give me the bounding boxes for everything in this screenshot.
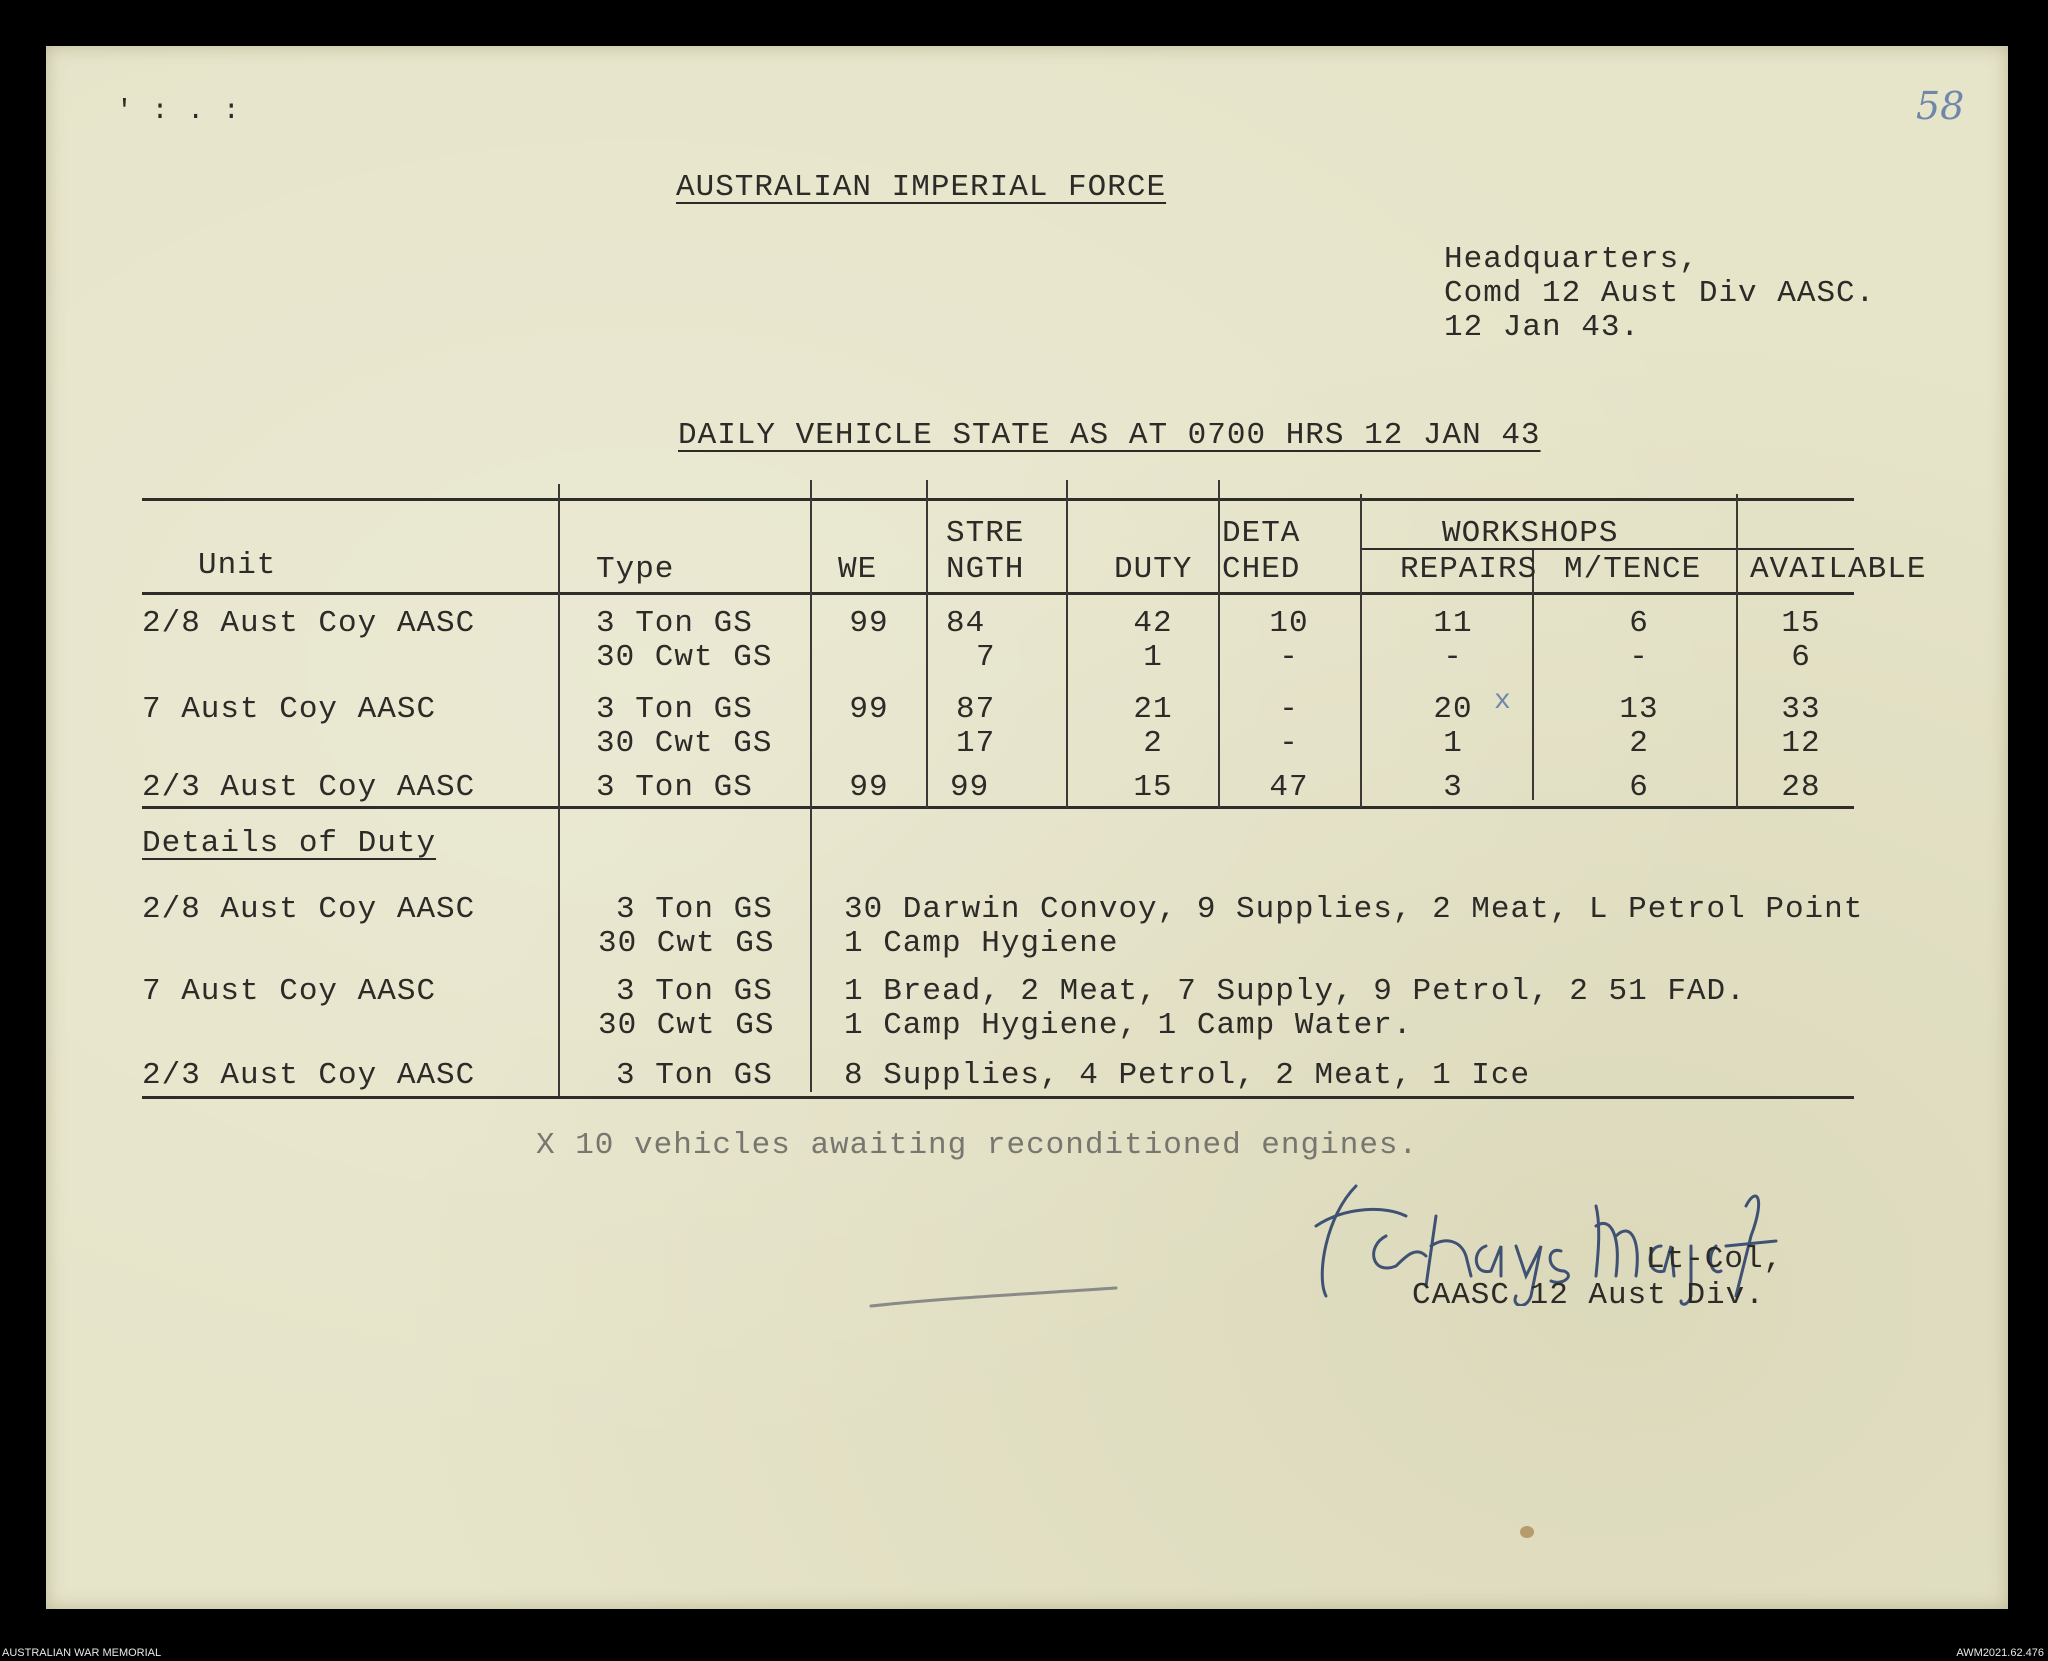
header-available: AVAILABLE: [1750, 552, 1927, 587]
row-repairs: 1: [1443, 726, 1463, 761]
row-available: 28: [1781, 770, 1821, 805]
address-line-3: 12 Jan 43.: [1444, 310, 1641, 345]
row-unit: 7 Aust Coy AASC: [142, 692, 437, 727]
row-duty: 2: [1143, 726, 1163, 761]
document-page: [46, 46, 2008, 1609]
header-we: WE: [838, 552, 878, 587]
row-detached: -: [1279, 692, 1299, 727]
col-divider-mtence: [1736, 494, 1738, 808]
row-we: 99: [849, 770, 889, 805]
footnote: X 10 vehicles awaiting reconditioned engines.: [536, 1128, 1419, 1163]
row-detached: -: [1279, 640, 1299, 675]
address-line-2: Comd 12 Aust Div AASC.: [1444, 276, 1876, 311]
row-unit: 2/3 Aust Coy AASC: [142, 770, 476, 805]
detail-text: 1 Camp Hygiene: [844, 926, 1119, 961]
row-repairs: 20: [1433, 692, 1473, 727]
row-type: 3 Ton GS: [596, 692, 753, 727]
detail-unit: 7 Aust Coy AASC: [142, 974, 437, 1009]
row-strength: 84: [946, 606, 986, 641]
col-divider-type: [810, 480, 812, 1092]
stain-mark: [1520, 1526, 1534, 1538]
row-duty: 21: [1133, 692, 1173, 727]
row-detached: 47: [1269, 770, 1309, 805]
header-strength-1: STRE: [946, 516, 1025, 551]
detail-type: 30 Cwt GS: [598, 926, 775, 961]
col-divider-detached: [1360, 494, 1362, 808]
header-repairs: REPAIRS: [1400, 552, 1538, 587]
header-unit: Unit: [198, 548, 277, 583]
header-detached-1: DETA: [1222, 516, 1301, 551]
table-bottom-rule: [142, 1096, 1854, 1099]
table-top-rule: [142, 498, 1854, 501]
detail-type: 30 Cwt GS: [598, 1008, 775, 1043]
row-mtence: 13: [1619, 692, 1659, 727]
detail-text: 30 Darwin Convoy, 9 Supplies, 2 Meat, L Petrol Point: [844, 892, 1864, 927]
col-divider-we: [926, 480, 928, 808]
document-heading: AUSTRALIAN IMPERIAL FORCE: [676, 170, 1167, 205]
row-available: 33: [1781, 692, 1821, 727]
row-strength: 17: [956, 726, 996, 761]
details-top-rule: [142, 806, 1854, 809]
row-mtence: 2: [1629, 726, 1649, 761]
row-type: 30 Cwt GS: [596, 640, 773, 675]
row-strength: 87: [956, 692, 996, 727]
row-repairs: 11: [1433, 606, 1473, 641]
col-divider-strength: [1066, 480, 1068, 808]
header-strength-2: NGTH: [946, 552, 1025, 587]
row-we: 99: [849, 692, 889, 727]
col-divider-repairs: [1532, 550, 1534, 800]
row-duty: 15: [1133, 770, 1173, 805]
detail-type: 3 Ton GS: [616, 1058, 773, 1093]
header-duty: DUTY: [1114, 552, 1193, 587]
row-duty: 1: [1143, 640, 1163, 675]
col-divider-unit: [558, 484, 560, 1096]
archive-reference: AWM2021.62.476: [1956, 1647, 2044, 1659]
row-type: 3 Ton GS: [596, 770, 753, 805]
folio-number: 58: [1916, 84, 1965, 128]
row-type: 3 Ton GS: [596, 606, 753, 641]
row-repairs: -: [1443, 640, 1463, 675]
col-divider-duty: [1218, 480, 1220, 808]
header-bottom-rule: [142, 592, 1854, 595]
row-strength: 7: [976, 640, 996, 675]
row-mtence: 6: [1629, 770, 1649, 805]
row-strength: 99: [950, 770, 990, 805]
detail-text: 8 Supplies, 4 Petrol, 2 Meat, 1 Ice: [844, 1058, 1531, 1093]
detail-type: 3 Ton GS: [616, 892, 773, 927]
row-detached: 10: [1269, 606, 1309, 641]
signatory-title: CAASC 12 Aust Div.: [1412, 1278, 1765, 1313]
repairs-pencil-mark: x: [1494, 686, 1512, 717]
row-mtence: 6: [1629, 606, 1649, 641]
detail-unit: 2/8 Aust Coy AASC: [142, 892, 476, 927]
row-we: 99: [849, 606, 889, 641]
detail-unit: 2/3 Aust Coy AASC: [142, 1058, 476, 1093]
signatory-rank: Lt-Col,: [1646, 1242, 1784, 1277]
details-heading: Details of Duty: [142, 826, 437, 861]
archive-credit: AUSTRALIAN WAR MEMORIAL: [2, 1647, 162, 1659]
corner-mark: ' : . :: [116, 96, 241, 127]
detail-text: 1 Bread, 2 Meat, 7 Supply, 9 Petrol, 2 51 FAD.: [844, 974, 1746, 1009]
row-type: 30 Cwt GS: [596, 726, 773, 761]
row-repairs: 3: [1443, 770, 1463, 805]
detail-type: 3 Ton GS: [616, 974, 773, 1009]
row-available: 12: [1781, 726, 1821, 761]
row-available: 15: [1781, 606, 1821, 641]
row-unit: 2/8 Aust Coy AASC: [142, 606, 476, 641]
table-title: DAILY VEHICLE STATE AS AT 0700 HRS 12 JAN 43: [678, 418, 1541, 453]
row-available: 6: [1791, 640, 1811, 675]
address-line-1: Headquarters,: [1444, 242, 1699, 277]
header-workshops: WORKSHOPS: [1442, 516, 1619, 551]
header-mtence: M/TENCE: [1564, 552, 1702, 587]
row-detached: -: [1279, 726, 1299, 761]
row-mtence: -: [1629, 640, 1649, 675]
row-duty: 42: [1133, 606, 1173, 641]
detail-text: 1 Camp Hygiene, 1 Camp Water.: [844, 1008, 1413, 1043]
header-detached-2: CHED: [1222, 552, 1301, 587]
header-type: Type: [596, 552, 675, 587]
pencil-stroke-mark: [866, 1276, 1126, 1316]
